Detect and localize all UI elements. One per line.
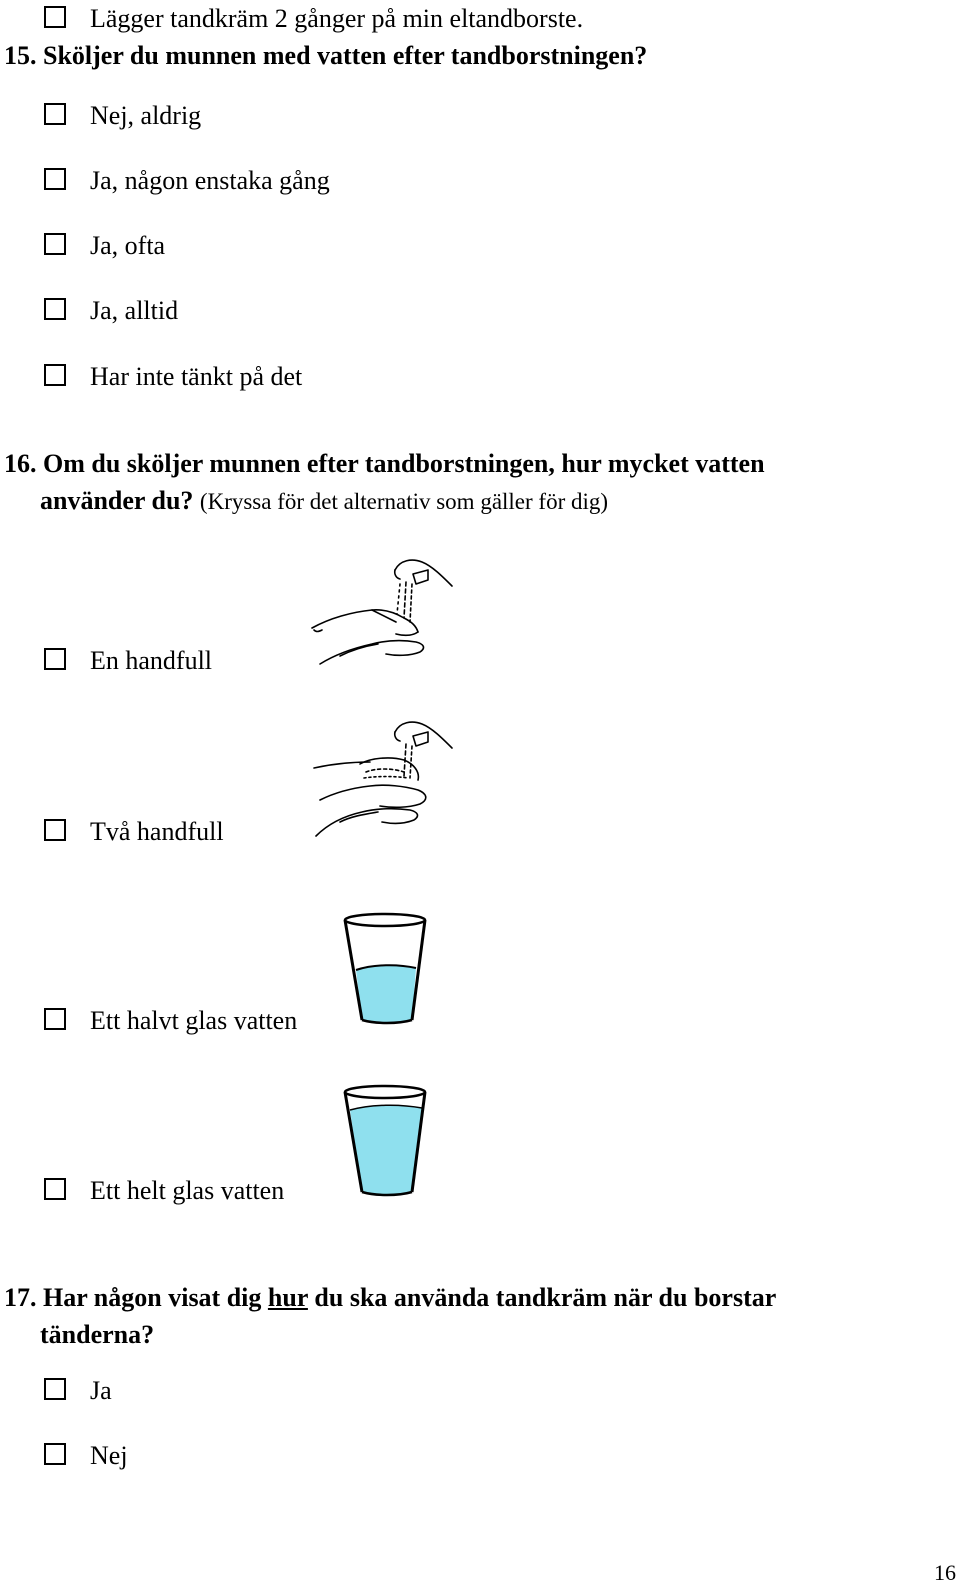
checkbox[interactable]	[44, 648, 66, 670]
question-text-underlined: hur	[267, 1283, 308, 1312]
question-16	[4, 446, 765, 482]
checkbox[interactable]	[44, 168, 66, 190]
question-text: Sköljer du munnen med vatten efter tandborstningen?	[43, 41, 648, 70]
question-text-line1: Om du sköljer munnen efter tandborstningen, hur mycket vatten	[43, 449, 765, 478]
question-text-before: Har någon visat dig	[43, 1283, 262, 1312]
option-label: Ja, ofta	[90, 231, 166, 260]
option-label: Ett halvt glas vatten	[90, 1006, 298, 1035]
question-17-line2	[40, 1317, 154, 1353]
option-label: Lägger tandkräm 2 gånger på min eltandborste.	[90, 4, 584, 33]
question-number: 15.	[4, 41, 37, 70]
question-text-after: du ska använda tandkräm när du borstar	[314, 1283, 777, 1312]
option-label: Har inte tänkt på det	[90, 362, 303, 391]
option-label: En handfull	[90, 646, 213, 675]
option-label: Nej	[90, 1441, 128, 1470]
checkbox[interactable]	[44, 1178, 66, 1200]
question-text-line2: använder du?	[40, 486, 194, 515]
option-label: Ja, någon enstaka gång	[90, 166, 330, 195]
option-label: Ja, alltid	[90, 296, 179, 325]
half-glass-illustration	[338, 908, 433, 1028]
checkbox[interactable]	[44, 819, 66, 841]
checkbox[interactable]	[44, 1443, 66, 1465]
question-number: 17.	[4, 1283, 37, 1312]
checkbox[interactable]	[44, 103, 66, 125]
question-16-line2	[40, 483, 608, 520]
question-number: 16.	[4, 449, 37, 478]
checkbox[interactable]	[44, 233, 66, 255]
option-label: Ett helt glas vatten	[90, 1176, 285, 1205]
checkbox[interactable]	[44, 364, 66, 386]
checkbox[interactable]	[44, 6, 66, 28]
option-label: Ja	[90, 1376, 112, 1405]
full-glass-illustration	[338, 1080, 433, 1200]
option-label: Två handfull	[90, 817, 224, 846]
checkbox[interactable]	[44, 298, 66, 320]
two-handfuls-illustration	[300, 716, 465, 841]
question-hint: (Kryssa för det alternativ som gäller för dig)	[199, 489, 609, 514]
one-handful-illustration	[300, 552, 465, 672]
question-text-line2: tänderna?	[40, 1320, 155, 1349]
option-label: Nej, aldrig	[90, 101, 202, 130]
checkbox[interactable]	[44, 1378, 66, 1400]
page-number: 16	[934, 1560, 956, 1585]
question-17	[4, 1280, 776, 1316]
question-15	[4, 38, 647, 74]
checkbox[interactable]	[44, 1008, 66, 1030]
